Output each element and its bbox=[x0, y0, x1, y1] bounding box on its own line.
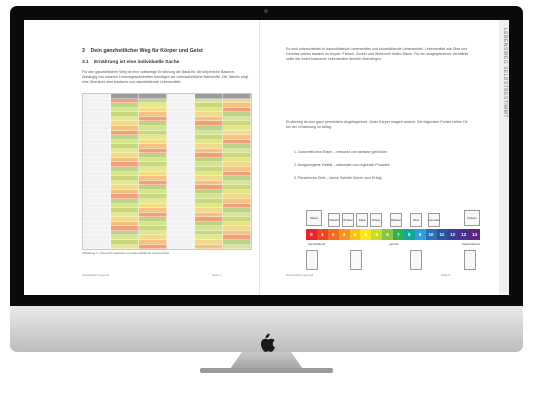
right-page bbox=[266, 20, 509, 295]
ph-segment: 1 bbox=[317, 229, 328, 240]
label-box: Gemüse bbox=[428, 213, 440, 227]
ph-segment: 2 bbox=[328, 229, 339, 240]
ph-segment: 4 bbox=[350, 229, 361, 240]
camera-icon bbox=[264, 9, 268, 13]
table-cell bbox=[223, 245, 251, 250]
table-cell bbox=[139, 245, 167, 250]
list-item: 2. Ausgewogene Vielfalt – saisonale und regionale Produkte bbox=[294, 163, 390, 167]
ph-segment: 9 bbox=[415, 229, 426, 240]
label-box: Käse bbox=[356, 213, 368, 227]
ph-color-bar bbox=[306, 229, 480, 240]
right-paragraph-1: Es wird unterschieden in basenbildende Lebensmittel und säurebildende Lebensmittel. Lebensmittel wie Obst und Gemüse wirken basisch im Körper. Fleisch, Zucker und Weißmehl bilden Säure. Für ein ausgeglichenes Verhältnis sollte der Anteil basischer Lebensmittel deutlich überwiegen. bbox=[286, 47, 469, 61]
label-box: Fleisch bbox=[328, 213, 340, 227]
subsection-title: Ernährung ist eine individuelle Sache bbox=[94, 60, 180, 65]
ph-segment: 7 bbox=[393, 229, 404, 240]
table-cell bbox=[111, 245, 139, 250]
right-paragraph-2: Ernährung ist eine ganz persönliche Angelegenheit. Jeder Körper reagiert anders. Die folgenden Punkte helfen Dir bei der Umsetzung im Alltag: bbox=[286, 120, 468, 129]
ph-segment: 3 bbox=[339, 229, 350, 240]
table-caption: Abbildung 1 | Übersicht basische und säurebildende Lebensmittel bbox=[82, 251, 170, 255]
table-row bbox=[83, 245, 251, 250]
bottom-label-left bbox=[306, 250, 318, 270]
table-cell bbox=[195, 245, 223, 250]
intro-paragraph: Für den ganzheitlichen Weg ist eine vollwertige Ernährung die Basis für die körperliche Balance. Abhängig von unseren Lebensgewohnheiten benötigen wir unterschiedliche Nährstoffe. Die Tabelle zeigt eine Übersicht über basische und säurebildende Lebensmittel. bbox=[82, 70, 249, 84]
table-cell bbox=[167, 245, 195, 250]
ph-scale-diagram bbox=[298, 210, 488, 280]
ph-segment: 13 bbox=[458, 229, 469, 240]
ph-bottom-labels bbox=[308, 242, 480, 246]
subsection-heading bbox=[82, 60, 179, 65]
bottom-label-right bbox=[464, 250, 476, 270]
footer-left: Ganzheitlich gesund bbox=[286, 273, 314, 277]
label-box: Obst bbox=[410, 213, 422, 227]
label-box: Zucker bbox=[342, 213, 354, 227]
ph-segment: 6 bbox=[371, 229, 382, 240]
ph-segment: 11 bbox=[437, 229, 448, 240]
food-table bbox=[82, 93, 252, 250]
ph-segment: 10 bbox=[426, 229, 437, 240]
neutral-label: neutral bbox=[389, 242, 399, 246]
list-item: 1. Ganzheitliches Essen – bewusst und achtsam genießen bbox=[294, 150, 388, 154]
label-box: Wasser bbox=[390, 213, 402, 227]
label-box: Nüsse bbox=[370, 213, 382, 227]
ph-segment: 14 bbox=[469, 229, 480, 240]
label-base: Kräuter bbox=[464, 210, 480, 226]
apple-logo-icon bbox=[256, 332, 276, 354]
screen bbox=[24, 20, 509, 295]
page-number: Seite 4 bbox=[212, 273, 222, 277]
side-tab bbox=[499, 20, 509, 295]
list-item: 3. Persönliche Ziele – kleine Schritte führen zum Erfolg bbox=[294, 176, 382, 180]
bottom-label-mid-left bbox=[350, 250, 362, 270]
acidic-label: säurebildend bbox=[308, 242, 326, 246]
ph-segment: 6 bbox=[382, 229, 393, 240]
section-heading bbox=[82, 48, 203, 54]
section-number: 3 bbox=[82, 48, 85, 54]
ph-segment: 0 bbox=[306, 229, 317, 240]
basic-label: basenbildend bbox=[462, 242, 480, 246]
ph-segment: 5 bbox=[360, 229, 371, 240]
imac-stand-base bbox=[200, 368, 333, 373]
label-acid: Säure bbox=[306, 210, 322, 226]
side-tab-label: LEBENSWEG SELBSTBESTIMMT bbox=[502, 28, 508, 119]
ph-segment: 8 bbox=[404, 229, 415, 240]
table-cell bbox=[83, 245, 111, 250]
ph-segment: 12 bbox=[447, 229, 458, 240]
left-page bbox=[24, 20, 260, 295]
section-title: Dein ganzheitlicher Weg für Körper und Geist bbox=[90, 48, 203, 54]
footer-left: Ganzheitlich gesund bbox=[82, 273, 110, 277]
bottom-label-mid-right bbox=[410, 250, 422, 270]
page-number: Seite 5 bbox=[441, 273, 451, 277]
subsection-number: 3.1 bbox=[82, 60, 89, 65]
